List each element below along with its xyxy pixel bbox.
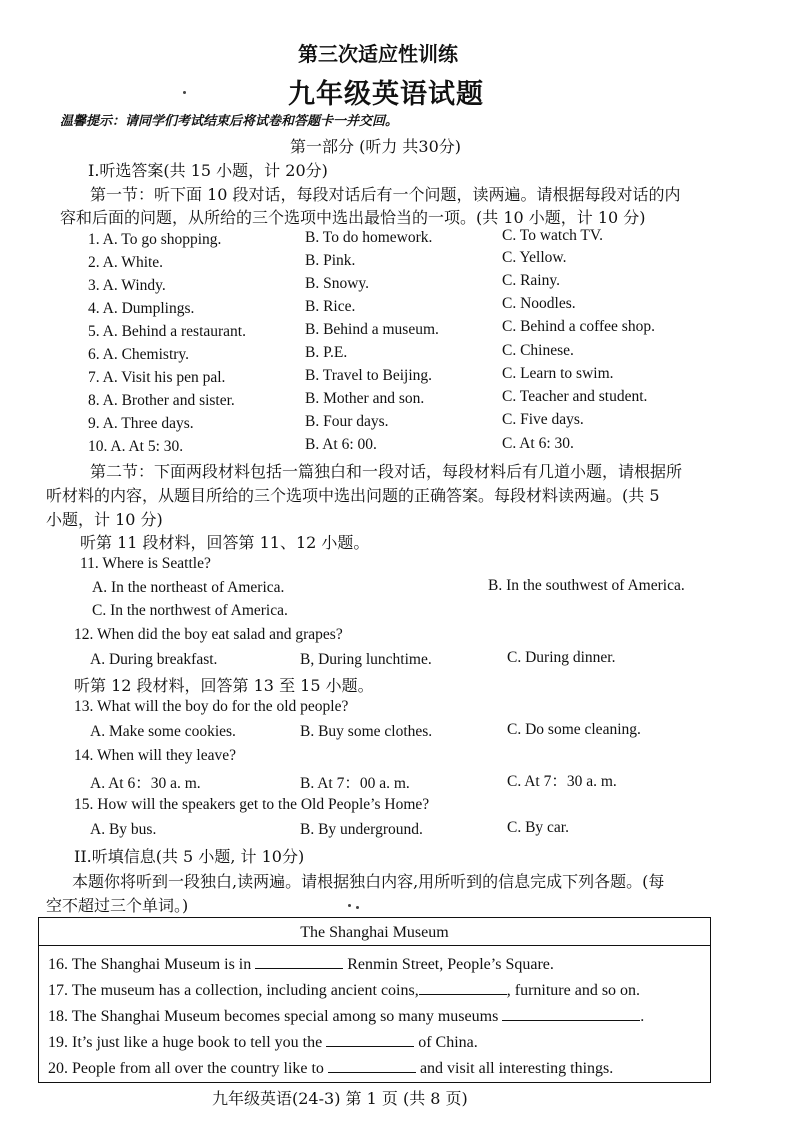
question-6-option-b: B. P.E. xyxy=(305,344,348,361)
question-11-option-b: B. In the southwest of America. xyxy=(488,577,685,594)
scan-speck xyxy=(356,906,359,909)
question-9-option-a: 9. A. Three days. xyxy=(88,415,194,432)
answer-blank-16[interactable] xyxy=(255,954,343,969)
section-one-heading: I.听选答案(共 15 小题，计 20分) xyxy=(88,161,328,180)
section-two-heading: II.听填信息(共 5 小题, 计 10分) xyxy=(74,847,305,866)
row-16-text-after: Renmin Street, People’s Square. xyxy=(347,956,554,973)
question-12-stem: 12. When did the boy eat salad and grapes? xyxy=(74,626,343,643)
part-one-heading: 第一部分 (听力 共30分) xyxy=(290,137,462,156)
question-13-option-c: C. Do some cleaning. xyxy=(507,721,641,738)
question-11-option-c: C. In the northwest of America. xyxy=(92,602,288,619)
question-3-option-a: 3. A. Windy. xyxy=(88,277,166,294)
question-2-option-a: 2. A. White. xyxy=(88,254,164,271)
listen-material-11: 听第 11 段材料，回答第 11、12 小题。 xyxy=(80,533,370,552)
question-7-option-c: C. Learn to swim. xyxy=(502,365,614,382)
question-12-option-a: A. During breakfast. xyxy=(90,651,218,668)
question-4-option-a: 4. A. Dumplings. xyxy=(88,300,195,317)
exam-title: 九年级英语试题 xyxy=(288,79,484,110)
question-11-stem: 11. Where is Seattle? xyxy=(80,555,211,572)
node-two-instruction-line2: 听材料的内容，从题目所给的三个选项中选出问题的正确答案。每段材料读两遍。(共 5 xyxy=(46,486,660,505)
question-6-option-a: 6. A. Chemistry. xyxy=(88,346,190,363)
row-20-text-before: 20. People from all over the country like to xyxy=(48,1060,324,1077)
question-13-option-b: B. Buy some clothes. xyxy=(300,723,433,740)
question-1-option-a: 1. A. To go shopping. xyxy=(88,231,222,248)
question-15-option-a: A. By bus. xyxy=(90,821,157,838)
answer-blank-20[interactable] xyxy=(328,1058,416,1073)
table-row-20 xyxy=(48,1058,613,1078)
node-one-instruction-line2: 容和后面的问题，从所给的三个选项中选出最恰当的一项。(共 10 小题，计 10 分) xyxy=(60,208,646,227)
shanghai-museum-table xyxy=(38,917,711,1083)
page-footer: 九年级英语(24-3) 第 1 页 (共 8 页) xyxy=(212,1089,468,1108)
row-19-text-before: 19. It’s just like a huge book to tell you the xyxy=(48,1034,323,1051)
question-2-option-c: C. Yellow. xyxy=(502,249,567,266)
node-two-instruction-line3: 小题，计 10 分) xyxy=(46,510,163,529)
node-one-instruction-line1: 第一节：听下面 10 段对话，每段对话后有一个问题，读两遍。请根据每段对话的内 xyxy=(90,185,681,204)
row-18-text-before: 18. The Shanghai Museum becomes special among so many museums xyxy=(48,1008,499,1025)
question-9-option-b: B. Four days. xyxy=(305,413,389,430)
section-two-instruction-line1: 本题你将听到一段独白,读两遍。请根据独白内容,用所听到的信息完成下列各题。(每 xyxy=(72,872,665,891)
question-8-option-c: C. Teacher and student. xyxy=(502,388,648,405)
row-19-text-after: of China. xyxy=(418,1034,478,1051)
table-row-17 xyxy=(48,980,640,1000)
question-8-option-a: 8. A. Brother and sister. xyxy=(88,392,235,409)
question-10-option-c: C. At 6: 30. xyxy=(502,435,574,452)
table-row-19 xyxy=(48,1032,478,1052)
question-14-option-c: C. At 7：30 a. m. xyxy=(507,773,617,790)
answer-blank-18[interactable] xyxy=(502,1006,640,1021)
question-4-option-c: C. Noodles. xyxy=(502,295,576,312)
table-row-18 xyxy=(48,1006,644,1026)
question-12-option-c: C. During dinner. xyxy=(507,649,616,666)
question-1-option-c: C. To watch TV. xyxy=(502,227,603,244)
answer-blank-19[interactable] xyxy=(326,1032,414,1047)
question-9-option-c: C. Five days. xyxy=(502,411,584,428)
question-10-option-b: B. At 6: 00. xyxy=(305,436,377,453)
scan-speck xyxy=(348,904,351,907)
question-8-option-b: B. Mother and son. xyxy=(305,390,425,407)
question-2-option-b: B. Pink. xyxy=(305,252,356,269)
question-3-option-b: B. Snowy. xyxy=(305,275,370,292)
table-title: The Shanghai Museum xyxy=(39,918,710,946)
question-13-stem: 13. What will the boy do for the old people? xyxy=(74,698,349,715)
question-7-option-b: B. Travel to Beijing. xyxy=(305,367,433,384)
row-20-text-after: and visit all interesting things. xyxy=(419,1060,614,1077)
table-row-16 xyxy=(48,954,554,974)
warm-tip: 温馨提示：请同学们考试结束后将试卷和答题卡一并交回。 xyxy=(60,114,399,129)
question-12-option-b: B, During lunchtime. xyxy=(300,651,432,668)
question-15-stem: 15. How will the speakers get to the Old People’s Home? xyxy=(74,796,430,813)
scan-speck xyxy=(183,91,186,94)
question-3-option-c: C. Rainy. xyxy=(502,272,560,289)
row-17-text-after: , furniture and so on. xyxy=(506,982,641,999)
node-two-instruction-line1: 第二节：下面两段材料包括一篇独白和一段对话，每段材料后有几道小题，请根据所 xyxy=(90,462,683,481)
question-14-option-a: A. At 6：30 a. m. xyxy=(90,775,201,792)
listen-material-12: 听第 12 段材料，回答第 13 至 15 小题。 xyxy=(74,676,374,695)
question-6-option-c: C. Chinese. xyxy=(502,342,574,359)
question-5-option-c: C. Behind a coffee shop. xyxy=(502,318,655,335)
question-11-option-a: A. In the northeast of America. xyxy=(92,579,285,596)
question-15-option-c: C. By car. xyxy=(507,819,569,836)
question-14-stem: 14. When will they leave? xyxy=(74,747,236,764)
exam-series-title: 第三次适应性训练 xyxy=(298,42,458,66)
question-5-option-b: B. Behind a museum. xyxy=(305,321,439,338)
question-10-option-a: 10. A. At 5: 30. xyxy=(88,438,184,455)
question-4-option-b: B. Rice. xyxy=(305,298,356,315)
question-7-option-a: 7. A. Visit his pen pal. xyxy=(88,369,226,386)
answer-blank-17[interactable] xyxy=(419,980,507,995)
question-1-option-b: B. To do homework. xyxy=(305,229,433,246)
question-5-option-a: 5. A. Behind a restaurant. xyxy=(88,323,246,340)
row-17-text-before: 17. The museum has a collection, including ancient coins, xyxy=(48,982,419,999)
question-13-option-a: A. Make some cookies. xyxy=(90,723,236,740)
row-16-text-before: 16. The Shanghai Museum is in xyxy=(48,956,252,973)
section-two-instruction-line2: 空不超过三个单词。) xyxy=(46,896,189,915)
question-15-option-b: B. By underground. xyxy=(300,821,423,838)
row-18-text-after: . xyxy=(640,1008,645,1025)
question-14-option-b: B. At 7：00 a. m. xyxy=(300,775,410,792)
